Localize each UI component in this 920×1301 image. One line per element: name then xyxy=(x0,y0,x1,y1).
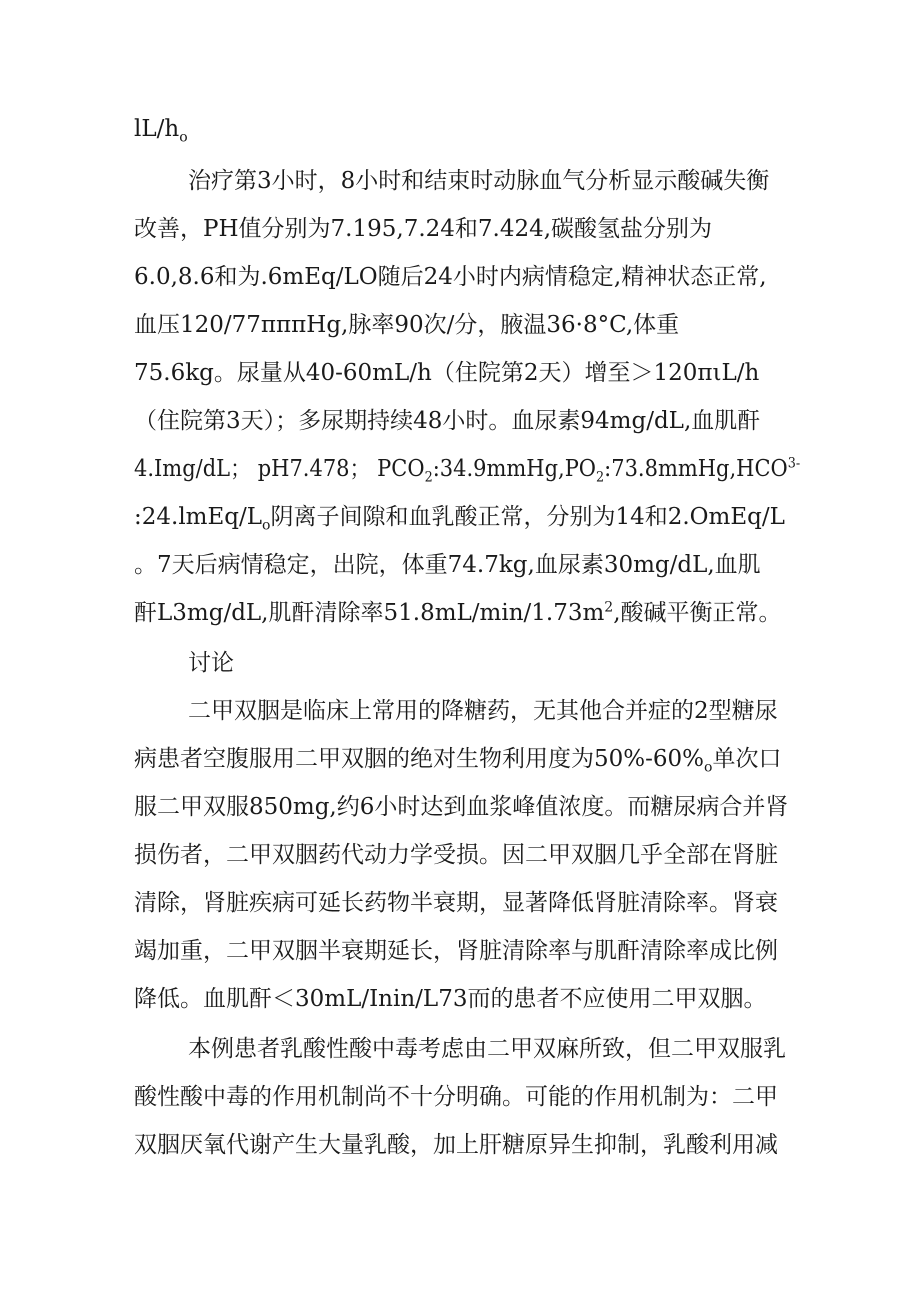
paragraph-line: 治疗第3小时，8小时和结束时动脉血气分析显示酸碱失衡 xyxy=(188,168,770,194)
paragraph-line xyxy=(134,454,800,484)
superscript: 2 xyxy=(604,599,614,616)
line-text: :73.8mmHg,HCO xyxy=(604,456,788,482)
line-text: ,酸碱平衡正常。 xyxy=(613,600,782,626)
line-text: 病患者空腹服用二甲双胭的绝对生物利用度为50%-60% xyxy=(134,746,705,772)
paragraph-line: 本例患者乳酸性酸中毒考虑由二甲双麻所致，但二甲双服乳 xyxy=(188,1036,786,1062)
line-text: 4.Img/dL； pH7.478； PCO xyxy=(134,456,425,482)
subscript: o xyxy=(262,517,271,534)
line-text: :34.9mmHg,PO xyxy=(432,456,597,482)
paragraph-line xyxy=(134,502,785,532)
line-text: lL/h xyxy=(134,116,180,142)
paragraph-line xyxy=(134,744,781,774)
line-text: 单次口 xyxy=(712,746,782,772)
paragraph-line: 。7天后病情稳定，出院，体重74.7kg,血尿素30mg/dL,血肌 xyxy=(134,552,761,578)
superscript: 3- xyxy=(787,455,801,472)
paragraph-line: （住院第3天）；多尿期持续48小时。血尿素94mg/dL,血肌酐 xyxy=(134,408,761,434)
subscript: 2 xyxy=(424,469,433,486)
paragraph-line: 改善，PH值分别为7.195,7.24和7.424,碳酸氢盐分别为 xyxy=(134,216,713,242)
paragraph-line: 竭加重，二甲双胭半衰期延长，肾脏清除率与肌酐清除率成比例 xyxy=(134,938,778,964)
paragraph-line: 服二甲双服850mg,约6小时达到血浆峰值浓度。而糖尿病合并肾 xyxy=(134,794,789,820)
paragraph-line: 清除，肾脏疾病可延长药物半衰期，显著降低肾脏清除率。肾衰 xyxy=(134,890,778,916)
section-heading: 讨论 xyxy=(188,650,234,676)
subscript: o xyxy=(704,759,713,776)
line-text: :24.lmEq/L xyxy=(134,504,263,530)
line-text: 阴离子间隙和血乳酸正常，分别为14和2.OmEq/L xyxy=(270,504,785,530)
paragraph-line: 酸性酸中毒的作用机制尚不十分明确。可能的作用机制为：二甲 xyxy=(134,1084,778,1110)
paragraph-line: 75.6kg。尿量从40-60mL/h（住院第2天）增至＞120πιL/h xyxy=(134,360,760,386)
line-text: 酐L3mg/dL,肌酐清除率51.8mL/min/1.73m xyxy=(134,600,605,626)
paragraph-line: 6.0,8.6和为.6mEq/LO随后24小时内病情稳定,精神状态正常, xyxy=(134,264,767,290)
paragraph-line xyxy=(134,598,782,628)
paragraph-line: 双胭厌氧代谢产生大量乳酸，加上肝糖原异生抑制，乳酸利用减 xyxy=(134,1132,778,1158)
subscript: o xyxy=(179,129,188,146)
paragraph-line: 降低。血肌酐＜30mL/Inin/L73而的患者不应使用二甲双胭。 xyxy=(134,986,767,1012)
subscript: 2 xyxy=(596,469,605,486)
paragraph-line xyxy=(134,114,188,144)
paragraph-line: 血压120/77πππHg,脉率90次/分，腋温36·8°C,体重 xyxy=(134,312,680,338)
paragraph-line: 二甲双胭是临床上常用的降糖药，无其他合并症的2型糖尿 xyxy=(188,698,778,724)
paragraph-line: 损伤者，二甲双胭药代动力学受损。因二甲双胭几乎全部在肾脏 xyxy=(134,842,778,868)
